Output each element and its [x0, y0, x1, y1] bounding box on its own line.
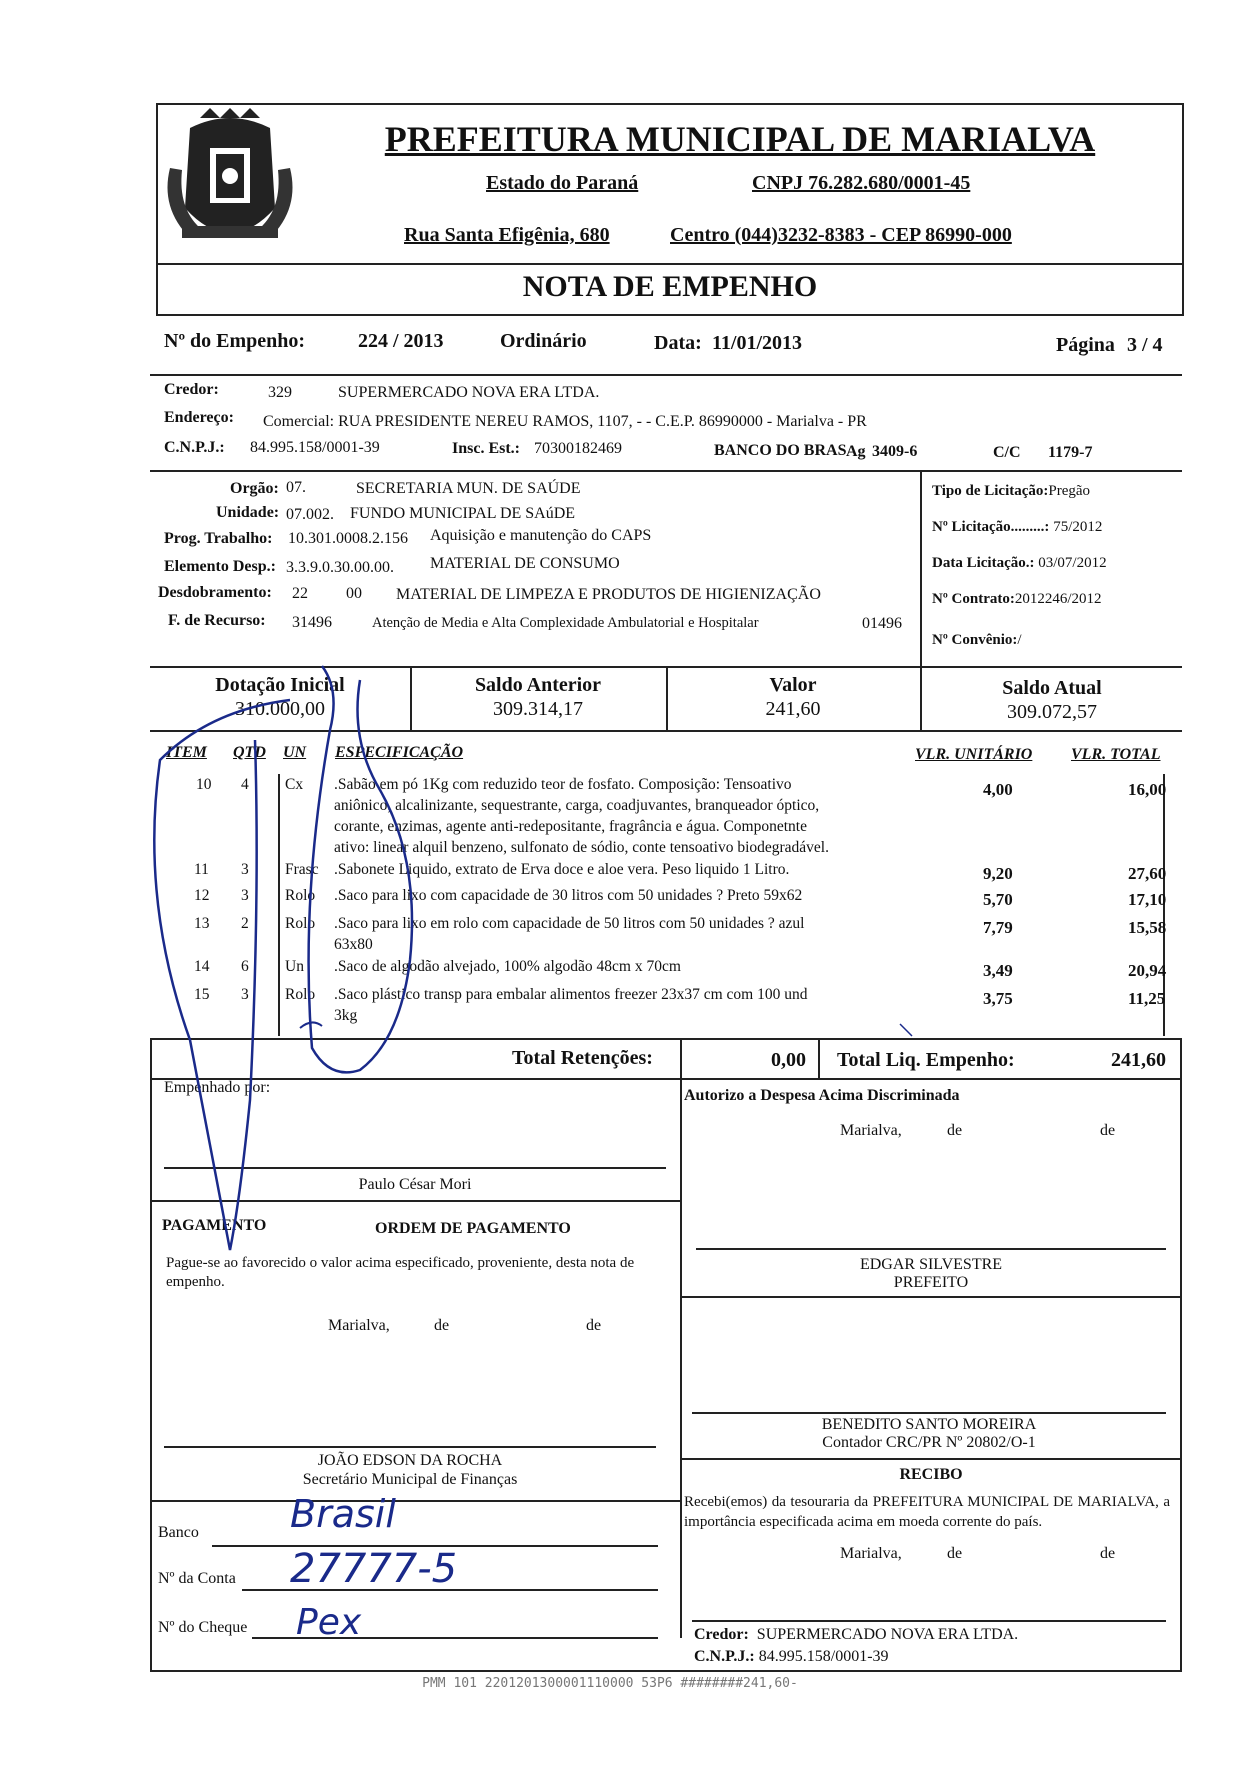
- conta-label: Nº da Conta: [158, 1570, 236, 1587]
- col-header-spec: ESPECIFICAÇÃO: [335, 744, 464, 761]
- num-convenio: Nº Convênio:/: [932, 632, 1022, 648]
- desd-name: MATERIAL DE LIMPEZA E PRODUTOS DE HIGIENIZAÇÃO: [396, 586, 821, 603]
- rec-label: F. de Recurso:: [168, 612, 266, 629]
- page-label: Página: [1056, 334, 1115, 356]
- divider: [150, 470, 1182, 472]
- signature-line: [696, 1248, 1166, 1250]
- pagamento-label: PAGAMENTO: [162, 1217, 267, 1234]
- col-header-item: ITEM: [166, 744, 207, 761]
- unidade-label: Unidade:: [216, 504, 280, 521]
- secretario-name: JOÃO EDSON DA ROCHA: [317, 1452, 503, 1469]
- saldo-atual-label: Saldo Atual: [1002, 677, 1102, 699]
- credor-code: 329: [268, 384, 292, 401]
- barcode-text: PMM 101 2201201300001110000 53P6 ########241,60-: [422, 1676, 798, 1691]
- marialva-right-1: Marialva,: [840, 1122, 902, 1139]
- saldo-atual-value: 309.072,57: [1007, 701, 1097, 723]
- divider: [150, 374, 1182, 376]
- autorizo-label: Autorizo a Despesa Acima Discriminada: [684, 1087, 960, 1104]
- dotacao-value: 310.000,00: [235, 698, 325, 720]
- divider: [150, 1078, 1182, 1080]
- page-title: PREFEITURA MUNICIPAL DE MARIALVA: [384, 119, 1096, 159]
- cc-label: C/C: [993, 444, 1021, 461]
- prog-code: 10.301.0008.2.156: [288, 530, 408, 547]
- signature-line: [692, 1620, 1166, 1622]
- empenho-label: Nº do Empenho:: [164, 330, 306, 352]
- signature-line: [164, 1446, 656, 1448]
- prefeito-name: EDGAR SILVESTRE: [859, 1256, 1003, 1273]
- cc-value: 1179-7: [1048, 444, 1093, 461]
- insc-value: 70300182469: [534, 440, 622, 457]
- address-rest: Centro (044)3232-8383 - CEP 86990-000: [670, 224, 1012, 246]
- de-right-1b: de: [1100, 1122, 1116, 1139]
- cnpj-label: C.N.P.J.:: [164, 439, 225, 456]
- credor-label: Credor:: [164, 381, 219, 398]
- de-right-1a: de: [947, 1122, 963, 1139]
- marialva-left: Marialva,: [328, 1317, 390, 1334]
- divider: [680, 1296, 1182, 1298]
- page-number: 3 / 4: [1127, 334, 1163, 356]
- divider: [150, 1200, 680, 1202]
- elem-code: 3.3.9.0.30.00.00.: [286, 559, 394, 576]
- divider: [680, 1458, 1182, 1460]
- col-header-qtd: QTD: [233, 744, 266, 761]
- frame-left: [150, 1038, 152, 1670]
- orgao-label: Orgão:: [230, 480, 279, 497]
- desd-b: 00: [346, 585, 362, 602]
- saldo-anterior-label: Saldo Anterior: [474, 674, 602, 696]
- address-label: Endereço:: [164, 409, 234, 426]
- header-divider: [156, 263, 1184, 265]
- table-divider: [278, 774, 280, 1036]
- dotacao-label: Dotação Inicial: [215, 674, 345, 696]
- total-liq-value: 241,60: [1111, 1049, 1166, 1071]
- retencoes-label: Total Retenções:: [512, 1047, 653, 1069]
- signature-line: [692, 1412, 1166, 1414]
- insc-label: Insc. Est.:: [452, 440, 521, 457]
- col-header-unit: VLR. UNITÁRIO: [915, 746, 1033, 763]
- contador-name: BENEDITO SANTO MOREIRA: [821, 1416, 1037, 1433]
- empenho-number: 224 / 2013: [358, 330, 444, 352]
- prog-label: Prog. Trabalho:: [164, 530, 273, 547]
- divider: [150, 1038, 1182, 1040]
- totals-divider: [680, 1038, 682, 1638]
- valor-label: Valor: [769, 674, 817, 696]
- divider: [150, 1500, 680, 1502]
- recibo-text: Recebi(emos) da tesouraria da PREFEITURA MUNICIPAL DE MARIALVA, a importância especificada acima em moeda corrente do país.: [684, 1494, 1170, 1530]
- de-right-2a: de: [947, 1545, 963, 1562]
- orgao-code: 07.: [286, 479, 306, 496]
- date-label: Data:: [654, 332, 702, 354]
- num-licitacao: Nº Licitação.........: 75/2012: [932, 519, 1103, 535]
- divider: [150, 730, 1182, 732]
- recibo-cnpj: C.N.P.J.: 84.995.158/0001-39: [694, 1648, 889, 1665]
- rec-code2: 01496: [862, 615, 902, 632]
- saldo-anterior-value: 309.314,17: [493, 698, 583, 720]
- doc-title: NOTA DE EMPENHO: [522, 270, 818, 303]
- num-contrato: Nº Contrato:2012246/2012: [932, 591, 1102, 607]
- state-label: Estado do Paraná: [486, 172, 639, 194]
- empenho-type: Ordinário: [500, 330, 587, 352]
- orgao-name: SECRETARIA MUN. DE SAÚDE: [356, 480, 581, 497]
- prefeito-role: PREFEITO: [893, 1274, 969, 1291]
- ag-value: 3409-6: [872, 443, 918, 460]
- budget-divider: [920, 470, 922, 666]
- valor-value: 241,60: [765, 698, 821, 720]
- marialva-right-2: Marialva,: [840, 1545, 902, 1562]
- bank-name: BANCO DO BRAS: [714, 442, 847, 459]
- banco-handwriting: Brasil: [290, 1492, 396, 1536]
- signature-line: [164, 1167, 666, 1169]
- empenhado-name: Paulo César Mori: [358, 1176, 472, 1193]
- col-header-total: VLR. TOTAL: [1071, 746, 1161, 763]
- recibo-credor: Credor: SUPERMERCADO NOVA ERA LTDA.: [694, 1626, 1019, 1643]
- ordem-label: ORDEM DE PAGAMENTO: [375, 1220, 571, 1237]
- unidade-code: 07.002.: [286, 506, 334, 523]
- secretario-role: Secretário Municipal de Finanças: [302, 1471, 518, 1488]
- coat-of-arms-logo: [160, 108, 300, 263]
- cheque-handwriting: Pex: [296, 1602, 362, 1643]
- elem-label: Elemento Desp.:: [164, 558, 276, 575]
- credor-address: Comercial: RUA PRESIDENTE NEREU RAMOS, 1107, - - C.E.P. 86990000 - Marialva - PR: [263, 413, 867, 430]
- retencoes-value: 0,00: [771, 1049, 806, 1071]
- rec-name: Atenção de Media e Alta Complexidade Ambulatorial e Hospitalar: [372, 615, 759, 631]
- total-liq-label: Total Liq. Empenho:: [837, 1049, 1015, 1071]
- ag-label: Ag: [846, 443, 866, 460]
- date-value: 11/01/2013: [712, 332, 803, 354]
- elem-name: MATERIAL DE CONSUMO: [430, 555, 620, 572]
- prog-name: Aquisição e manutenção do CAPS: [430, 527, 652, 544]
- recibo-label: RECIBO: [899, 1466, 963, 1483]
- conta-handwriting: 27777-5: [290, 1546, 458, 1592]
- de-left-2: de: [586, 1317, 602, 1334]
- unidade-name: FUNDO MUNICIPAL DE SAúDE: [350, 505, 576, 522]
- de-right-2b: de: [1100, 1545, 1116, 1562]
- desd-label: Desdobramento:: [158, 584, 272, 601]
- street-label: Rua Santa Efigênia, 680: [404, 224, 610, 246]
- data-licitacao: Data Licitação.: 03/07/2012: [932, 555, 1107, 571]
- col-header-un: UN: [283, 744, 307, 761]
- banco-label: Banco: [158, 1524, 199, 1541]
- empenhado-label: Empenhado por:: [164, 1079, 271, 1096]
- rec-code: 31496: [292, 614, 332, 631]
- desd-a: 22: [292, 585, 308, 602]
- de-left-1: de: [434, 1317, 450, 1334]
- cnpj-header: CNPJ 76.282.680/0001-45: [752, 172, 971, 194]
- frame-right: [1180, 1038, 1182, 1670]
- totals-divider: [818, 1038, 820, 1078]
- frame-bottom: [150, 1670, 1182, 1672]
- contador-role: Contador CRC/PR Nº 20802/O-1: [822, 1434, 1036, 1451]
- credor-cnpj: 84.995.158/0001-39: [250, 439, 380, 456]
- pague-text: Pague-se ao favorecido o valor acima especificado, proveniente, desta nota de empenho.: [166, 1255, 635, 1290]
- cheque-label: Nº do Cheque: [158, 1619, 248, 1636]
- credor-name: SUPERMERCADO NOVA ERA LTDA.: [338, 384, 600, 401]
- tipo-licitacao: Tipo de Licitação:Pregão: [932, 483, 1091, 499]
